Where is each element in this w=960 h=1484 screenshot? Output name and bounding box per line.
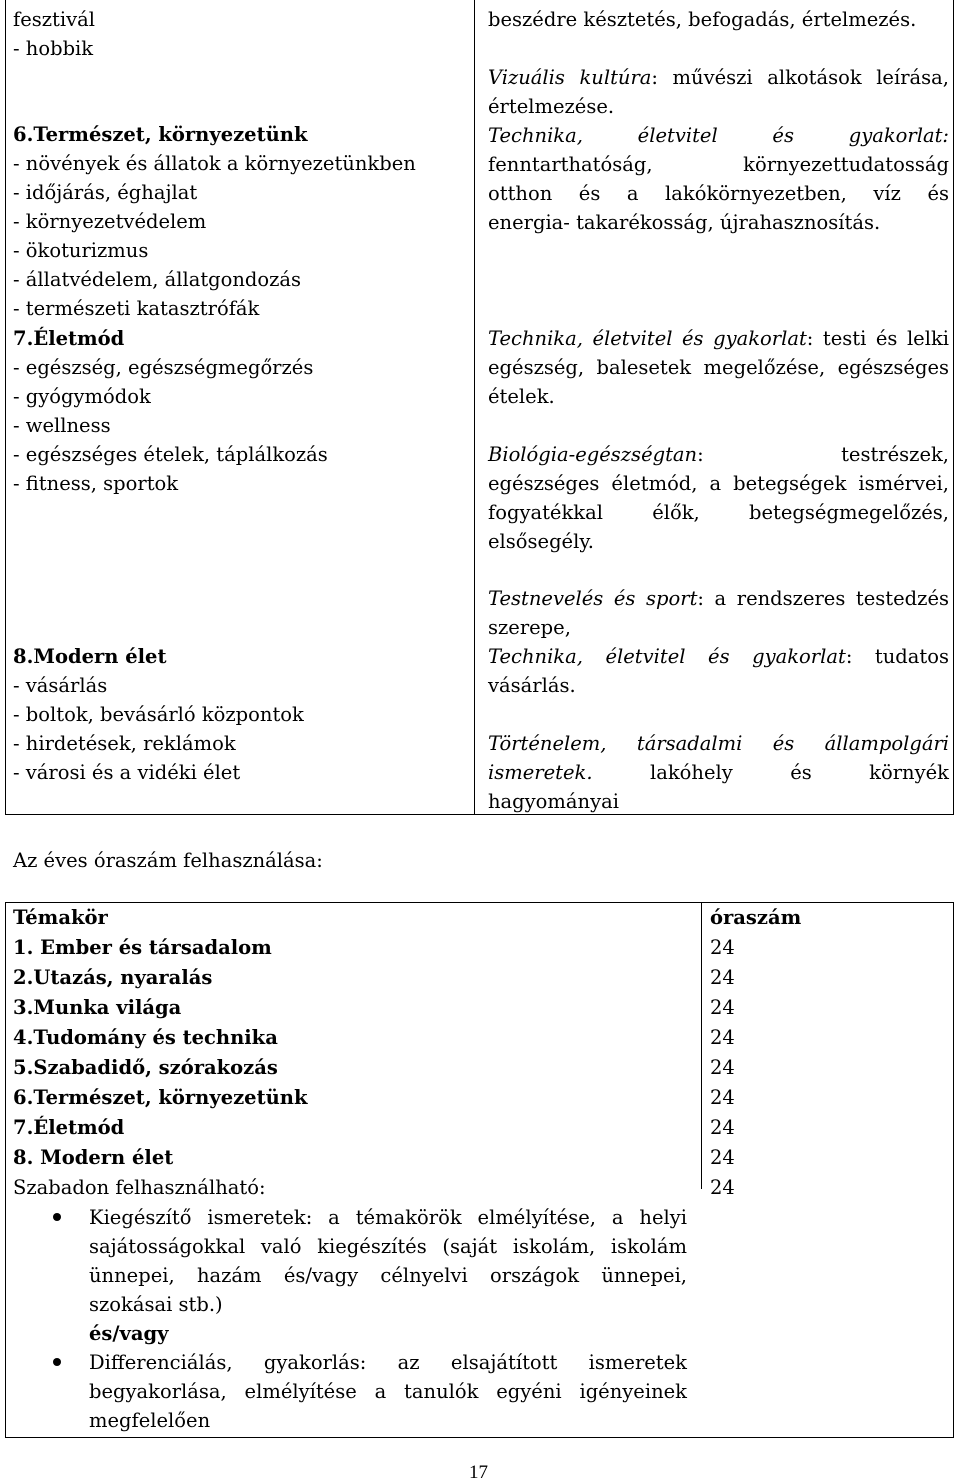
right-text: egészséges életmód, a betegségek ismérvei, — [488, 472, 949, 495]
bullet-text: begyakorlása, elmélyítése a tanulók egyéni igényeinek — [89, 1380, 687, 1403]
list-item: - ökoturizmus — [13, 239, 149, 262]
table-row-topic: 6.Természet, környezetünk — [13, 1086, 308, 1109]
table-row-hours: 24 — [710, 966, 735, 989]
right-text: fogyatékkal élők, betegségmegelőzés, — [488, 501, 949, 524]
list-item: - időjárás, éghajlat — [13, 181, 198, 204]
right-text: ételek. — [488, 385, 555, 408]
bullet-text: ünnepei, hazám és/vagy célnyelvi országok ünnepei, — [89, 1264, 687, 1287]
subject-text: : testi és lelki — [806, 327, 950, 350]
subject-label: Technika, életvitel és gyakorlat — [488, 327, 807, 350]
table-row-topic: 2.Utazás, nyaralás — [13, 966, 213, 989]
subject-label: Testnevelés és sport — [488, 587, 698, 610]
bullet-icon — [50, 1210, 64, 1224]
list-item: - környezetvédelem — [13, 210, 207, 233]
subject-label: Technika, életvitel és gyakorlat — [488, 645, 846, 668]
section-title: 6.Természet, környezetünk — [13, 123, 308, 146]
list-item: - hirdetések, reklámok — [13, 732, 236, 755]
left-text: fesztivál — [13, 8, 95, 31]
right-text: vásárlás. — [488, 674, 576, 697]
table-row-topic: 7.Életmód — [13, 1116, 125, 1139]
list-item: - fitness, sportok — [13, 472, 179, 495]
list-item: - boltok, bevásárló központok — [13, 703, 304, 726]
right-text — [488, 758, 949, 787]
table-row-hours: 24 — [710, 996, 735, 1019]
right-text — [488, 584, 949, 613]
section-title: 7.Életmód — [13, 327, 125, 350]
right-text: fenntarthatóság, környezettudatosság — [488, 153, 949, 176]
bullet-text: Differenciálás, gyakorlás: az elsajátított ismeretek — [89, 1351, 687, 1374]
table-row-hours: 24 — [710, 1146, 735, 1169]
subject-label: Történelem, társadalmi és állampolgári — [488, 732, 949, 755]
table-row-hours: 24 — [710, 1026, 735, 1049]
list-item: - természeti katasztrófák — [13, 297, 260, 320]
right-text: értelmezése. — [488, 95, 615, 118]
list-item: - állatvédelem, állatgondozás — [13, 268, 302, 291]
right-text — [488, 324, 949, 353]
subject-label-text: Technika, életvitel és gyakorlat: — [488, 124, 949, 147]
subject-text: : művészi alkotások leírása, — [651, 66, 949, 89]
bullet-icon — [50, 1355, 64, 1369]
list-item: - egészség, egészségmegőrzés — [13, 356, 314, 379]
subject-label: ismeretek. — [488, 761, 593, 784]
subject-text: : testrészek, — [697, 443, 949, 466]
right-text — [488, 440, 949, 469]
right-text: otthon és a lakókörnyezetben, víz és — [488, 182, 949, 205]
right-text: hagyományai — [488, 790, 619, 813]
table-row-topic: 3.Munka világa — [13, 996, 182, 1019]
bullet-text: Kiegészítő ismeretek: a témakörök elmélyítése, a helyi — [89, 1206, 687, 1229]
and-or-label: és/vagy — [89, 1322, 169, 1345]
bullet-text: szokásai stb.) — [89, 1293, 223, 1316]
list-item: - városi és a vidéki élet — [13, 761, 241, 784]
subject-text: : tudatos — [845, 645, 949, 668]
left-text: - hobbik — [13, 37, 94, 60]
right-text: egészség, balesetek megelőzése, egészséges — [488, 356, 949, 379]
right-text — [488, 642, 949, 671]
table-row-hours: 24 — [710, 936, 735, 959]
right-text: beszédre késztetés, befogadás, értelmezés. — [488, 8, 917, 31]
table-row-topic: 4.Tudomány és technika — [13, 1026, 278, 1049]
usage-heading: Az éves óraszám felhasználása: — [13, 849, 323, 872]
hours-column-divider — [701, 902, 702, 1189]
free-hours-label: Szabadon felhasználható: — [13, 1176, 266, 1199]
page-number: 17 — [469, 1462, 488, 1483]
list-item: - gyógymódok — [13, 385, 151, 408]
table-header-topic: Témakör — [13, 906, 108, 929]
table-header-hours: óraszám — [710, 906, 802, 929]
table-row-hours: 24 — [710, 1116, 735, 1139]
list-item: - növények és állatok a környezetünkben — [13, 152, 416, 175]
bullet-text: sajátosságokkal való kiegészítés (saját iskolám, iskolám — [89, 1235, 687, 1258]
table-row-hours: 24 — [710, 1086, 735, 1109]
table-row-hours: 24 — [710, 1056, 735, 1079]
subject-label: Vizuális kultúra — [488, 66, 652, 89]
right-text: elsősegély. — [488, 530, 594, 553]
subject-label — [488, 121, 949, 150]
right-text: energia- takarékosság, újrahasznosítás. — [488, 211, 881, 234]
table-row-topic: 1. Ember és társadalom — [13, 936, 272, 959]
table-row-topic: 5.Szabadidő, szórakozás — [13, 1056, 278, 1079]
right-text: szerepe, — [488, 616, 571, 639]
bullet-text: megfelelően — [89, 1409, 211, 1432]
subject-label: Biológia-egészségtan — [488, 443, 698, 466]
section-title: 8.Modern élet — [13, 645, 167, 668]
free-hours-value: 24 — [710, 1176, 735, 1199]
column-divider — [474, 0, 475, 815]
list-item: - vásárlás — [13, 674, 108, 697]
subject-text: lakóhely és környék — [592, 761, 949, 784]
table-row-topic: 8. Modern élet — [13, 1146, 174, 1169]
list-item: - egészséges ételek, táplálkozás — [13, 443, 328, 466]
subject-text: : a rendszeres testedzés — [697, 587, 949, 610]
right-text — [488, 63, 949, 92]
list-item: - wellness — [13, 414, 111, 437]
